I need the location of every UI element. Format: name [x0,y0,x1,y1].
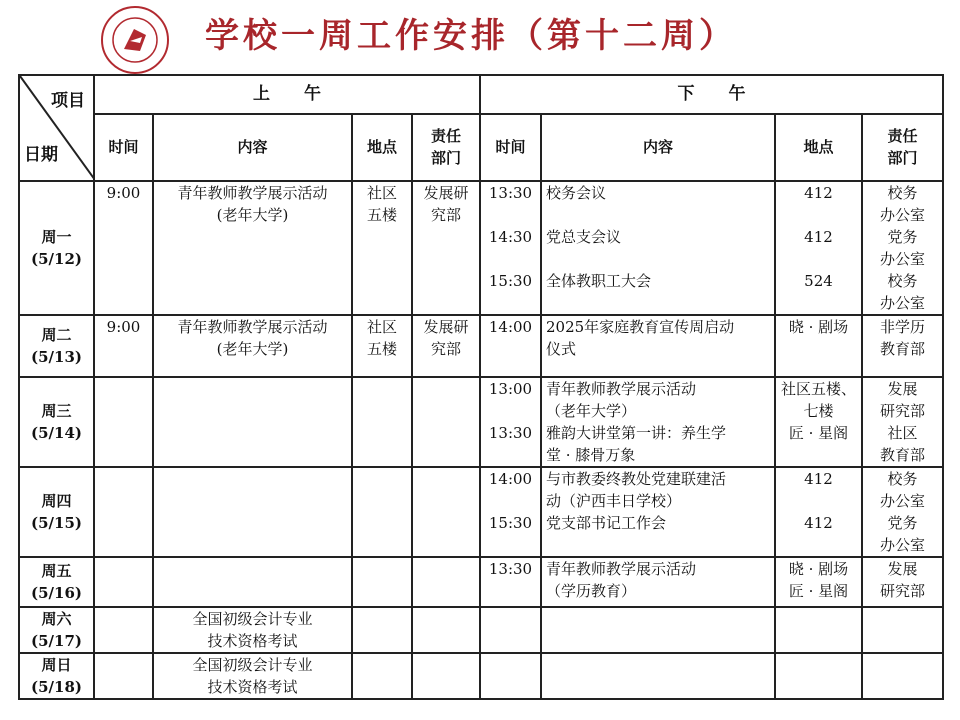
am-place: 社区 五楼 [352,315,412,377]
pm-place: 社区五楼、 七楼 匠 · 星阁 [775,377,862,467]
table-row [19,315,943,377]
pm-content: 与市教委终教处党建联建活 动（沪西丰日学校） 党支部书记工作会 [541,467,775,557]
am-content-header: 内容 [153,114,352,181]
am-time: 9:00 [94,181,153,315]
day-cell: 周五 (5/16) [19,557,94,607]
school-logo [100,5,170,75]
am-dept [412,467,480,557]
pm-place: 412 412 524 [775,181,862,315]
pm-time-header: 时间 [480,114,541,181]
am-header: 上 午 [94,75,480,114]
pm-time: 13:30 14:30 15:30 [480,181,541,315]
schedule-table [18,74,944,700]
am-place: 社区 五楼 [352,181,412,315]
pm-content: 青年教师教学展示活动 （老年大学） 雅韵大讲堂第一讲：养生学 堂 · 膝骨万象 [541,377,775,467]
page-title: 学校一周工作安排（第十二周） [205,16,737,56]
pm-header: 下 午 [480,75,943,114]
am-content: 青年教师教学展示活动 (老年大学) [153,181,352,315]
am-dept [412,557,480,607]
day-cell: 周一 (5/12) [19,181,94,315]
am-time [94,557,153,607]
pm-time [480,653,541,699]
pm-dept: 校务 办公室 党务 办公室 [862,467,943,557]
am-time [94,377,153,467]
am-time [94,607,153,653]
am-dept [412,653,480,699]
diagonal-header-cell [19,75,94,181]
am-dept: 发展研 究部 [412,181,480,315]
pm-time: 14:00 [480,315,541,377]
am-dept-header: 责任 部门 [412,114,480,181]
am-dept [412,607,480,653]
pm-time [480,607,541,653]
am-place [352,607,412,653]
table-row [19,377,943,467]
table-row [19,181,943,315]
pm-dept: 校务 办公室 党务 办公室 校务 办公室 [862,181,943,315]
day-cell: 周三 (5/14) [19,377,94,467]
pm-time: 13:30 [480,557,541,607]
pm-dept: 非学历 教育部 [862,315,943,377]
am-place [352,557,412,607]
am-content [153,377,352,467]
pm-content: 青年教师教学展示活动 （学历教育） [541,557,775,607]
day-cell: 周日 (5/18) [19,653,94,699]
day-cell: 周六 (5/17) [19,607,94,653]
pm-place: 晓 · 剧场 匠 · 星阁 [775,557,862,607]
pm-content [541,607,775,653]
header-date-label: 日期 [24,145,58,165]
am-time [94,467,153,557]
am-content: 青年教师教学展示活动 (老年大学) [153,315,352,377]
am-content: 全国初级会计专业 技术资格考试 [153,653,352,699]
pm-place [775,653,862,699]
table-row [19,653,943,699]
table-row [19,557,943,607]
pm-dept [862,607,943,653]
am-dept [412,377,480,467]
am-dept: 发展研 究部 [412,315,480,377]
am-place-header: 地点 [352,114,412,181]
pm-place: 晓 · 剧场 [775,315,862,377]
am-place [352,653,412,699]
am-time-header: 时间 [94,114,153,181]
pm-content [541,653,775,699]
header-item-label: 项目 [51,91,85,111]
table-row [19,607,943,653]
pm-content: 校务会议 党总支会议 全体教职工大会 [541,181,775,315]
am-time [94,653,153,699]
am-content [153,467,352,557]
am-content: 全国初级会计专业 技术资格考试 [153,607,352,653]
pm-dept: 发展 研究部 社区 教育部 [862,377,943,467]
day-cell: 周四 (5/15) [19,467,94,557]
am-time: 9:00 [94,315,153,377]
am-place [352,467,412,557]
pm-time: 14:00 15:30 [480,467,541,557]
pm-dept: 发展 研究部 [862,557,943,607]
am-place [352,377,412,467]
pm-place-header: 地点 [775,114,862,181]
am-content [153,557,352,607]
pm-place [775,607,862,653]
pm-time: 13:00 13:30 [480,377,541,467]
pm-content: 2025年家庭教育宣传周启动 仪式 [541,315,775,377]
pm-dept-header: 责任 部门 [862,114,943,181]
pm-place: 412 412 [775,467,862,557]
table-row [19,467,943,557]
pm-dept [862,653,943,699]
pm-content-header: 内容 [541,114,775,181]
day-cell: 周二 (5/13) [19,315,94,377]
